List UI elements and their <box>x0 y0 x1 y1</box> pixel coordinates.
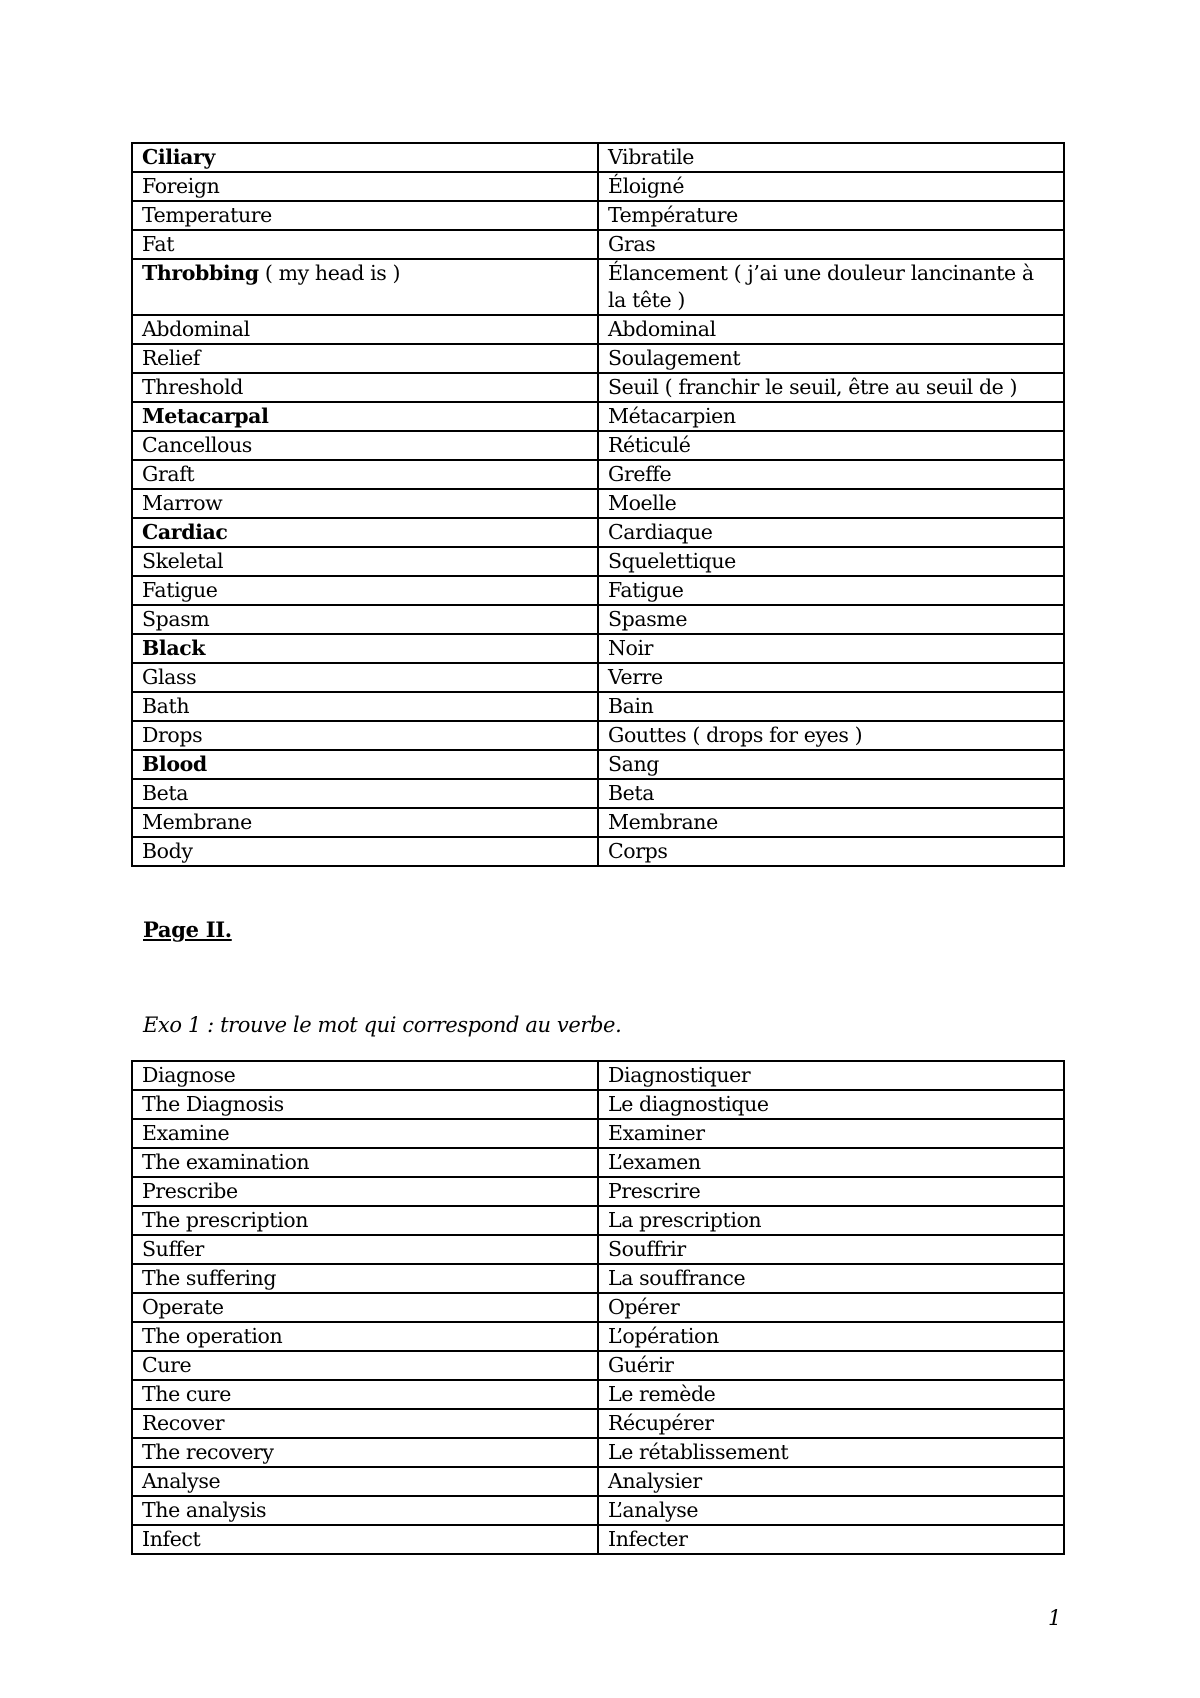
english-term-cell <box>132 431 598 460</box>
english-term: The cure <box>142 1382 231 1406</box>
french-term: Gras <box>608 232 656 256</box>
english-term-cell <box>132 1322 598 1351</box>
french-term: Température <box>608 203 738 227</box>
french-term: Prescrire <box>608 1179 701 1203</box>
french-term: Membrane <box>608 810 718 834</box>
french-term-cell <box>598 1235 1064 1264</box>
vocabulary-table-body <box>132 143 1064 866</box>
english-term: The examination <box>142 1150 310 1174</box>
english-term-cell <box>132 1293 598 1322</box>
french-term: La prescription <box>608 1208 762 1232</box>
french-term: Noir <box>608 636 654 660</box>
french-term: La souffrance <box>608 1266 746 1290</box>
table-row <box>132 547 1064 576</box>
table-row <box>132 634 1064 663</box>
french-term: Analysier <box>608 1469 702 1493</box>
english-term-cell <box>132 460 598 489</box>
english-term-cell <box>132 634 598 663</box>
english-term-cell <box>132 576 598 605</box>
table-row <box>132 1322 1064 1351</box>
french-term-cell <box>598 1061 1064 1090</box>
english-term: Body <box>142 839 193 863</box>
table-row <box>132 605 1064 634</box>
table-row <box>132 721 1064 750</box>
english-term: Glass <box>142 665 197 689</box>
table-row <box>132 1119 1064 1148</box>
french-term-cell <box>598 1467 1064 1496</box>
english-term-cell <box>132 518 598 547</box>
french-term: L’opération <box>608 1324 719 1348</box>
table-row <box>132 1293 1064 1322</box>
french-term-cell <box>598 143 1064 172</box>
french-term: Soulagement <box>608 346 741 370</box>
french-term-cell <box>598 1351 1064 1380</box>
table-row <box>132 576 1064 605</box>
english-term-cell <box>132 1235 598 1264</box>
french-term: Éloigné <box>608 174 685 198</box>
english-term: The suffering <box>142 1266 277 1290</box>
english-term-cell <box>132 721 598 750</box>
english-term-cell <box>132 779 598 808</box>
english-term: Fatigue <box>142 578 218 602</box>
french-term: L’analyse <box>608 1498 699 1522</box>
english-term: Operate <box>142 1295 224 1319</box>
french-term-cell <box>598 431 1064 460</box>
french-term: L’examen <box>608 1150 701 1174</box>
english-term-cell <box>132 808 598 837</box>
french-term-cell <box>598 808 1064 837</box>
english-term: Recover <box>142 1411 225 1435</box>
table-row <box>132 402 1064 431</box>
english-term-cell <box>132 837 598 866</box>
english-term-cell <box>132 1380 598 1409</box>
table-row <box>132 779 1064 808</box>
french-term: Métacarpien <box>608 404 736 428</box>
english-term-cell <box>132 750 598 779</box>
table-row <box>132 1380 1064 1409</box>
english-term: The recovery <box>142 1440 274 1464</box>
table-row <box>132 663 1064 692</box>
french-term-cell <box>598 1322 1064 1351</box>
page-heading: Page II. <box>143 917 232 942</box>
french-term: Cardiaque <box>608 520 713 544</box>
english-term-cell <box>132 1264 598 1293</box>
french-term: Verre <box>608 665 663 689</box>
french-term: Vibratile <box>608 145 695 169</box>
table-row <box>132 1496 1064 1525</box>
english-term: Beta <box>142 781 189 805</box>
english-term: Diagnose <box>142 1063 236 1087</box>
french-term-cell <box>598 692 1064 721</box>
french-term-cell <box>598 201 1064 230</box>
english-term: Skeletal <box>142 549 224 573</box>
french-term-cell <box>598 1090 1064 1119</box>
english-term-cell <box>132 172 598 201</box>
french-term-cell <box>598 576 1064 605</box>
french-term-cell <box>598 402 1064 431</box>
english-term: Spasm <box>142 607 210 631</box>
english-term-cell <box>132 1496 598 1525</box>
table-row <box>132 143 1064 172</box>
english-term-cell <box>132 1409 598 1438</box>
english-term: Fat <box>142 232 175 256</box>
french-term-cell <box>598 547 1064 576</box>
english-term: Examine <box>142 1121 230 1145</box>
english-term-cell <box>132 1525 598 1554</box>
verb-noun-table-body <box>132 1061 1064 1554</box>
french-term: Fatigue <box>608 578 684 602</box>
english-term: Bath <box>142 694 190 718</box>
table-row <box>132 1525 1064 1554</box>
table-row <box>132 373 1064 402</box>
english-term: Metacarpal <box>142 404 269 428</box>
english-term: Cardiac <box>142 520 228 544</box>
table-row <box>132 692 1064 721</box>
french-term-cell <box>598 315 1064 344</box>
english-term: Drops <box>142 723 203 747</box>
table-row <box>132 259 1064 315</box>
english-term: Threshold <box>142 375 243 399</box>
french-term-cell <box>598 1438 1064 1467</box>
english-term: The prescription <box>142 1208 308 1232</box>
french-term: Élancement ( j’ai une douleur lancinante à la tête ) <box>608 261 1034 312</box>
french-term: Guérir <box>608 1353 674 1377</box>
french-term-cell <box>598 750 1064 779</box>
french-term: Gouttes ( drops for eyes ) <box>608 723 863 747</box>
french-term-cell <box>598 605 1064 634</box>
french-term-cell <box>598 1177 1064 1206</box>
english-term-cell <box>132 402 598 431</box>
french-term: Greffe <box>608 462 672 486</box>
vocabulary-table <box>131 142 1065 867</box>
table-row <box>132 1438 1064 1467</box>
english-term-cell <box>132 1177 598 1206</box>
french-term-cell <box>598 344 1064 373</box>
table-row <box>132 172 1064 201</box>
french-term: Seuil ( franchir le seuil, être au seuil de ) <box>608 375 1018 399</box>
table-row <box>132 808 1064 837</box>
french-term: Corps <box>608 839 668 863</box>
english-term: The Diagnosis <box>142 1092 284 1116</box>
french-term-cell <box>598 1293 1064 1322</box>
page-number: 1 <box>1048 1606 1062 1630</box>
table-row <box>132 1090 1064 1119</box>
english-term: Foreign <box>142 174 220 198</box>
english-term-cell <box>132 1206 598 1235</box>
english-term-cell <box>132 201 598 230</box>
english-term: Blood <box>142 752 207 776</box>
french-term-cell <box>598 489 1064 518</box>
table-row <box>132 1264 1064 1293</box>
english-term-cell <box>132 692 598 721</box>
english-term-cell <box>132 663 598 692</box>
english-term-cell <box>132 547 598 576</box>
table-row <box>132 315 1064 344</box>
english-term-cell <box>132 1467 598 1496</box>
french-term-cell <box>598 779 1064 808</box>
verb-noun-table <box>131 1060 1065 1555</box>
french-term-cell <box>598 721 1064 750</box>
english-term-cell <box>132 1148 598 1177</box>
french-term: Examiner <box>608 1121 705 1145</box>
english-term: Temperature <box>142 203 272 227</box>
french-term-cell <box>598 1380 1064 1409</box>
english-term-cell <box>132 1061 598 1090</box>
table-row <box>132 1061 1064 1090</box>
french-term-cell <box>598 460 1064 489</box>
english-term: Suffer <box>142 1237 204 1261</box>
table-row <box>132 750 1064 779</box>
english-term-cell <box>132 259 598 315</box>
table-row <box>132 230 1064 259</box>
french-term: Abdominal <box>608 317 716 341</box>
english-term-cell <box>132 1119 598 1148</box>
french-term: Le diagnostique <box>608 1092 769 1116</box>
english-term: Relief <box>142 346 200 370</box>
english-term: The operation <box>142 1324 283 1348</box>
table-row <box>132 837 1064 866</box>
french-term-cell <box>598 172 1064 201</box>
english-term-cell <box>132 1351 598 1380</box>
table-row <box>132 1351 1064 1380</box>
english-term-cell <box>132 143 598 172</box>
table-row <box>132 1177 1064 1206</box>
english-term: Infect <box>142 1527 201 1551</box>
english-term-cell <box>132 344 598 373</box>
table-row <box>132 518 1064 547</box>
exercise-title: Exo 1 : trouve le mot qui correspond au verbe. <box>143 1013 622 1037</box>
french-term-cell <box>598 1496 1064 1525</box>
english-term: Abdominal <box>142 317 250 341</box>
french-term: Bain <box>608 694 654 718</box>
table-row <box>132 489 1064 518</box>
french-term: Le rétablissement <box>608 1440 789 1464</box>
french-term-cell <box>598 634 1064 663</box>
french-term: Souffrir <box>608 1237 686 1261</box>
english-term-cell <box>132 1090 598 1119</box>
french-term-cell <box>598 1525 1064 1554</box>
english-term: Marrow <box>142 491 223 515</box>
english-term: Analyse <box>142 1469 221 1493</box>
french-term-cell <box>598 1206 1064 1235</box>
english-term: Throbbing <box>142 261 259 285</box>
table-row <box>132 1235 1064 1264</box>
table-row <box>132 460 1064 489</box>
french-term: Réticulé <box>608 433 691 457</box>
french-term-cell <box>598 837 1064 866</box>
english-term: The analysis <box>142 1498 267 1522</box>
french-term-cell <box>598 1148 1064 1177</box>
french-term-cell <box>598 663 1064 692</box>
table-row <box>132 1409 1064 1438</box>
table-row <box>132 1467 1064 1496</box>
english-term: Black <box>142 636 206 660</box>
french-term-cell <box>598 518 1064 547</box>
english-term-cell <box>132 1438 598 1467</box>
french-term: Beta <box>608 781 655 805</box>
table-row <box>132 1148 1064 1177</box>
french-term: Opérer <box>608 1295 680 1319</box>
english-term: Prescribe <box>142 1179 238 1203</box>
english-term: Cure <box>142 1353 192 1377</box>
french-term: Infecter <box>608 1527 688 1551</box>
table-row <box>132 201 1064 230</box>
table-row <box>132 1206 1064 1235</box>
table-row <box>132 344 1064 373</box>
french-term: Spasme <box>608 607 688 631</box>
french-term-cell <box>598 373 1064 402</box>
french-term-cell <box>598 1409 1064 1438</box>
french-term: Squelettique <box>608 549 736 573</box>
french-term-cell <box>598 259 1064 315</box>
french-term: Le remède <box>608 1382 716 1406</box>
english-term-cell <box>132 230 598 259</box>
english-term-cell <box>132 489 598 518</box>
french-term-cell <box>598 1264 1064 1293</box>
english-term-cell <box>132 373 598 402</box>
english-term-note: ( my head is ) <box>258 261 401 285</box>
french-term: Récupérer <box>608 1411 714 1435</box>
english-term-cell <box>132 605 598 634</box>
french-term: Diagnostiquer <box>608 1063 751 1087</box>
english-term-cell <box>132 315 598 344</box>
french-term-cell <box>598 230 1064 259</box>
english-term: Ciliary <box>142 145 215 169</box>
french-term: Sang <box>608 752 659 776</box>
french-term-cell <box>598 1119 1064 1148</box>
english-term: Cancellous <box>142 433 252 457</box>
english-term: Graft <box>142 462 195 486</box>
french-term: Moelle <box>608 491 677 515</box>
english-term: Membrane <box>142 810 252 834</box>
table-row <box>132 431 1064 460</box>
